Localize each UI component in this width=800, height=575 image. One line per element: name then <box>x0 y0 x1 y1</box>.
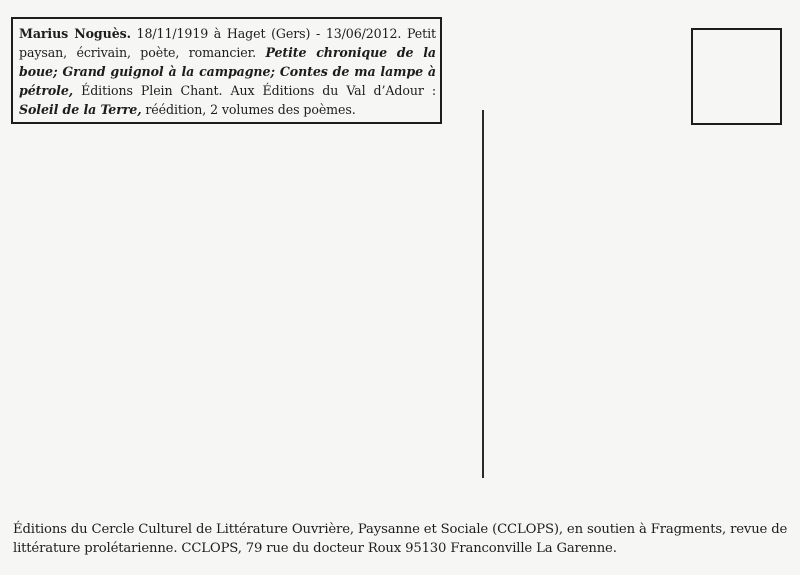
publisher-2: réédition, 2 volumes des poèmes. <box>141 102 356 117</box>
book-titles-1: Petite chronique de la boue; Grand guignol à la campagne; Contes de ma lampe à pétrole, <box>19 45 436 98</box>
author-bio-box <box>11 17 442 124</box>
publisher-footer: Éditions du Cercle Culturel de Littérature Ouvrière, Paysanne et Sociale (CCLOPS), en soutien à Fragments, revue de littérature prolétarienne. CCLOPS, 79 rue du docteur Roux 95130 Franconville La Garenne. <box>13 522 788 556</box>
stamp-box <box>691 28 782 125</box>
address-divider-line <box>482 110 484 478</box>
publisher-1: Éditions Plein Chant. Aux Éditions du Val d’Adour : <box>73 83 436 98</box>
author-dates: 18/11/1919 à Haget (Gers) - 13/06/2012. Petit paysan, écrivain, poète, romancier. <box>19 26 436 60</box>
book-titles-2: Soleil de la Terre, <box>19 102 142 117</box>
author-name: Marius Noguès. <box>19 26 131 41</box>
